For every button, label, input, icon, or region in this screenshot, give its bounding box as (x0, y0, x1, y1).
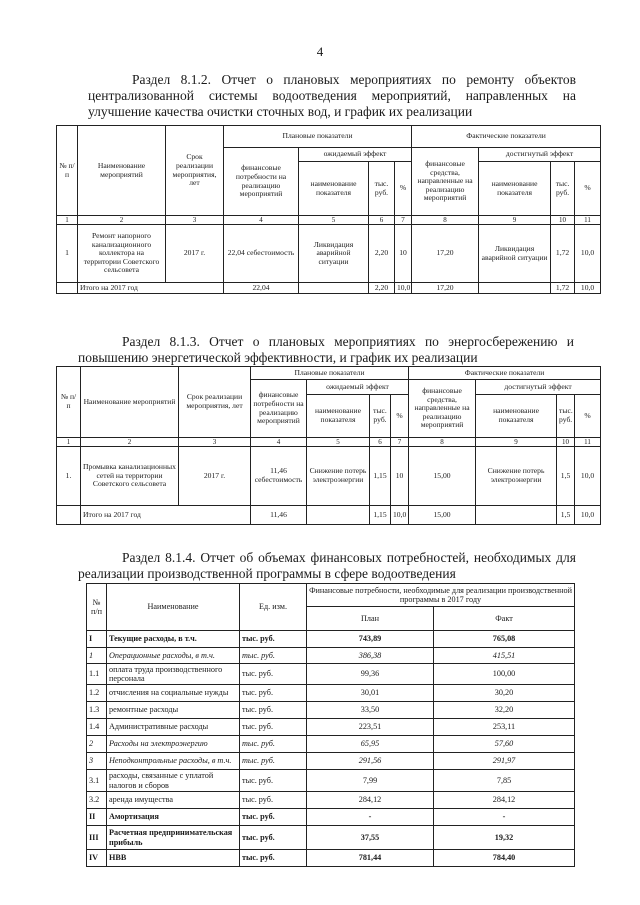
row-num: 1.1 (87, 664, 107, 685)
row-name: Амортизация (107, 809, 240, 826)
row-name: ремонтные расходы (107, 702, 240, 719)
col-number: 5 (307, 438, 370, 447)
col-number: 10 (551, 216, 575, 225)
row-fin-need: 11,46 себестоимость (251, 447, 307, 506)
table-row (87, 631, 575, 648)
row-num: 1.2 (87, 685, 107, 702)
header-achieved-effect: достигнутый эффект (476, 380, 601, 395)
section-heading-8-1-2 (88, 72, 576, 120)
row-fact: 19,32 (434, 826, 575, 850)
header-percent: % (575, 162, 601, 216)
header-fact: Факт (434, 607, 575, 631)
total-fact-pct: 10,0 (575, 506, 601, 525)
header-percent: % (575, 395, 601, 438)
total-fact-pct: 10,0 (575, 283, 601, 294)
row-fact: 32,20 (434, 702, 575, 719)
table-row (87, 770, 575, 792)
col-number: 9 (476, 438, 557, 447)
row-fact-indicator: Ликвидация аварийной ситуации (479, 225, 551, 283)
row-plan-indicator: Снижение потерь электроэнергии (307, 447, 370, 506)
row-fact: - (434, 809, 575, 826)
header-planned: Плановые показатели (224, 126, 412, 148)
total-plan-sum: 2,20 (369, 283, 395, 294)
row-fact: 765,08 (434, 631, 575, 648)
row-num: 3.1 (87, 770, 107, 792)
table-row (57, 447, 601, 506)
row-name: Промывка канализационных сетей на территории Советского сельсовета (81, 447, 179, 506)
row-unit: тыс. руб. (240, 719, 307, 736)
table-row (87, 648, 575, 664)
row-plan: 37,55 (307, 826, 434, 850)
col-number: 11 (575, 438, 601, 447)
row-fact: 284,12 (434, 792, 575, 809)
row-unit: тыс. руб. (240, 702, 307, 719)
col-number: 1 (57, 216, 78, 225)
col-number: 9 (479, 216, 551, 225)
row-num: 1. (57, 447, 81, 506)
total-plan-pct: 10,0 (395, 283, 412, 294)
row-fact-sum: 1,72 (551, 225, 575, 283)
header-num: № п/п (57, 126, 78, 216)
row-name: Расчетная предпринимательская прибыль (107, 826, 240, 850)
row-plan-pct: 10 (391, 447, 409, 506)
total-fact-sum: 1,5 (557, 506, 575, 525)
row-unit: тыс. руб. (240, 664, 307, 685)
total-label: Итого на 2017 год (81, 506, 251, 525)
energy-measures-table (56, 366, 601, 525)
col-number: 3 (166, 216, 224, 225)
col-number: 5 (299, 216, 369, 225)
row-plan-pct: 10 (395, 225, 412, 283)
total-fin-need: 22,04 (224, 283, 299, 294)
section-heading-text: Раздел 8.1.4. Отчет об объемах финансовых потребностей, необходимых для реализации производственной программы в сфере водоотведения (78, 550, 576, 581)
row-plan: 99,36 (307, 664, 434, 685)
header-name: Наименование (107, 584, 240, 631)
total-label: Итого на 2017 год (78, 283, 224, 294)
header-percent: % (395, 162, 412, 216)
header-needs: Финансовые потребности, необходимые для реализации производственной программы в 2017 году (307, 584, 575, 607)
row-unit: тыс. руб. (240, 631, 307, 648)
row-fact: 100,00 (434, 664, 575, 685)
row-name: Административные расходы (107, 719, 240, 736)
header-name: Наименование мероприятий (81, 367, 179, 438)
row-unit: тыс. руб. (240, 753, 307, 770)
row-unit: тыс. руб. (240, 770, 307, 792)
row-plan: 386,38 (307, 648, 434, 664)
total-plan-pct: 10,0 (391, 506, 409, 525)
row-fact: 253,11 (434, 719, 575, 736)
row-plan-indicator: Ликвидация аварийной ситуации (299, 225, 369, 283)
header-indicator-name: наименование показателя (476, 395, 557, 438)
header-indicator-name: наименование показателя (479, 162, 551, 216)
row-name: Расходы на электроэнергию (107, 736, 240, 753)
row-term: 2017 г. (166, 225, 224, 283)
financial-needs-table (86, 583, 575, 867)
section-heading-text: Раздел 8.1.2. Отчет о плановых мероприятиях по ремонту объектов централизованной системы водоотведения мероприятий, направленных на улучшение качества очистки сточных вод, и график их реализации (88, 72, 576, 119)
row-plan-sum: 1,15 (370, 447, 391, 506)
header-thousand-rub: тыс. руб. (369, 162, 395, 216)
row-name: Ремонт напорного канализационного коллектора на территории Советского сельсовета (78, 225, 166, 283)
header-thousand-rub: тыс. руб. (370, 395, 391, 438)
header-expected-effect: ожидаемый эффект (307, 380, 409, 395)
row-num: II (87, 809, 107, 826)
row-plan: 33,50 (307, 702, 434, 719)
row-plan: 65,95 (307, 736, 434, 753)
row-fact-indicator: Снижение потерь электроэнергии (476, 447, 557, 506)
col-number: 7 (395, 216, 412, 225)
header-num: № п/п (57, 367, 81, 438)
row-fact: 30,20 (434, 685, 575, 702)
section-heading-8-1-3 (78, 334, 574, 366)
header-term: Срок реализации мероприятия, лет (179, 367, 251, 438)
table-row (87, 850, 575, 867)
row-name: оплата труда производственного персонала (107, 664, 240, 685)
row-fin-means: 15,00 (409, 447, 476, 506)
row-plan: 291,56 (307, 753, 434, 770)
total-fin-means: 17,20 (412, 283, 479, 294)
table-row (87, 826, 575, 850)
total-row (57, 283, 601, 294)
total-plan-sum: 1,15 (370, 506, 391, 525)
col-number: 2 (78, 216, 166, 225)
header-name: Наименование мероприятий (78, 126, 166, 216)
row-num: 3.2 (87, 792, 107, 809)
header-actual: Фактические показатели (412, 126, 601, 148)
row-unit: тыс. руб. (240, 850, 307, 867)
row-plan: - (307, 809, 434, 826)
row-fact: 415,51 (434, 648, 575, 664)
row-name: Текущие расходы, в т.ч. (107, 631, 240, 648)
row-unit: тыс. руб. (240, 685, 307, 702)
total-fin-need: 11,46 (251, 506, 307, 525)
row-num: IV (87, 850, 107, 867)
table-row (87, 753, 575, 770)
header-plan: План (307, 607, 434, 631)
row-unit: тыс. руб. (240, 648, 307, 664)
section-heading-text: Раздел 8.1.3. Отчет о плановых мероприятиях по энергосбережению и повышению энергетической эффективности, и график их реализации (78, 334, 574, 365)
table-row (87, 719, 575, 736)
table-row (87, 685, 575, 702)
row-num: 3 (87, 753, 107, 770)
table-row (57, 225, 601, 283)
header-thousand-rub: тыс. руб. (557, 395, 575, 438)
header-fin-means: финансовые средства, направленные на реализацию мероприятий (412, 148, 479, 216)
row-name: Неподконтрольные расходы, в т.ч. (107, 753, 240, 770)
header-expected-effect: ожидаемый эффект (299, 148, 412, 162)
col-number: 11 (575, 216, 601, 225)
header-achieved-effect: достигнутый эффект (479, 148, 601, 162)
header-indicator-name: наименование показателя (299, 162, 369, 216)
row-fin-means: 17,20 (412, 225, 479, 283)
row-plan: 223,51 (307, 719, 434, 736)
col-number: 2 (81, 438, 179, 447)
row-fact-pct: 10,0 (575, 225, 601, 283)
row-num: I (87, 631, 107, 648)
page-number: 4 (316, 44, 324, 59)
row-fact: 57,60 (434, 736, 575, 753)
row-name: аренда имущества (107, 792, 240, 809)
total-row (57, 506, 601, 525)
row-plan: 743,89 (307, 631, 434, 648)
row-plan: 284,12 (307, 792, 434, 809)
col-number: 3 (179, 438, 251, 447)
row-term: 2017 г. (179, 447, 251, 506)
col-number: 7 (391, 438, 409, 447)
col-number: 8 (409, 438, 476, 447)
table-row (87, 664, 575, 685)
header-actual: Фактические показатели (409, 367, 601, 380)
header-planned: Плановые показатели (251, 367, 409, 380)
row-unit: тыс. руб. (240, 792, 307, 809)
header-unit: Ед. изм. (240, 584, 307, 631)
section-heading-8-1-4 (78, 550, 576, 582)
header-fin-need: финансовые потребности на реализацию мероприятий (224, 148, 299, 216)
header-fin-need: финансовые потребности на реализацию мероприятий (251, 380, 307, 438)
col-number: 6 (370, 438, 391, 447)
table-row (87, 736, 575, 753)
col-number: 8 (412, 216, 479, 225)
row-num: 1 (57, 225, 78, 283)
header-term: Срок реализации мероприятия, лет (166, 126, 224, 216)
header-num: № п/п (87, 584, 107, 631)
header-indicator-name: наименование показателя (307, 395, 370, 438)
row-fact: 784,40 (434, 850, 575, 867)
col-number: 1 (57, 438, 81, 447)
row-name: Операционные расходы, в т.ч. (107, 648, 240, 664)
header-percent: % (391, 395, 409, 438)
row-plan: 7,99 (307, 770, 434, 792)
col-number: 4 (224, 216, 299, 225)
header-fin-means: финансовые средства, направленные на реализацию мероприятий (409, 380, 476, 438)
row-num: 1.3 (87, 702, 107, 719)
row-name: отчисления на социальные нужды (107, 685, 240, 702)
row-unit: тыс. руб. (240, 736, 307, 753)
row-fact: 291,97 (434, 753, 575, 770)
row-num: 1 (87, 648, 107, 664)
repair-measures-table (56, 125, 601, 294)
col-number: 10 (557, 438, 575, 447)
table-row (87, 792, 575, 809)
row-fact-sum: 1,5 (557, 447, 575, 506)
row-fact: 7,85 (434, 770, 575, 792)
table-row (87, 809, 575, 826)
row-num: 1.4 (87, 719, 107, 736)
total-fin-means: 15,00 (409, 506, 476, 525)
total-fact-sum: 1,72 (551, 283, 575, 294)
row-num: 2 (87, 736, 107, 753)
row-name: расходы, связанные с уплатой налогов и сборов (107, 770, 240, 792)
row-name: НВВ (107, 850, 240, 867)
row-unit: тыс. руб. (240, 826, 307, 850)
row-plan-sum: 2,20 (369, 225, 395, 283)
table-row (87, 702, 575, 719)
row-plan: 781,44 (307, 850, 434, 867)
col-number: 6 (369, 216, 395, 225)
row-plan: 30,01 (307, 685, 434, 702)
row-fin-need: 22,04 себестоимость (224, 225, 299, 283)
row-num: III (87, 826, 107, 850)
row-fact-pct: 10,0 (575, 447, 601, 506)
row-unit: тыс. руб. (240, 809, 307, 826)
col-number: 4 (251, 438, 307, 447)
header-thousand-rub: тыс. руб. (551, 162, 575, 216)
